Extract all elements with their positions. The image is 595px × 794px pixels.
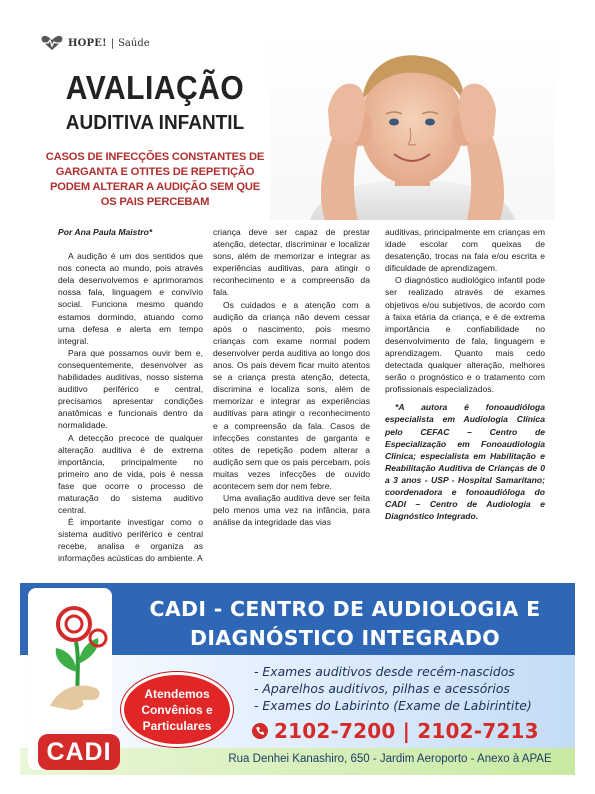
badge-line: Convênios e <box>141 702 213 717</box>
article-paragraph: criança deve ser capaz de prestar atenção, detectar, discriminar e localizar sons, além de memorizar e integrar as experiências auditivas, para atingir o reconhecimento e a compreensão da fala. <box>213 227 370 298</box>
cadi-advertisement <box>20 583 575 775</box>
article-paragraph: A audição é um dos sentidos que nos conecta ao mundo, pois através dela desenvolvemos e aprimoramos nossa fala, linguagem e convívio social. Funciona mesmo quando estamos dormindo, atuando como uma defesa e alerta em tempo integral. <box>58 251 203 346</box>
article-column-1 <box>58 226 203 565</box>
service-item: - Exames auditivos desde recém-nascidos <box>254 664 515 679</box>
header-separator: | <box>110 37 115 49</box>
cadi-logo <box>28 588 112 770</box>
article-paragraph: auditivas, principalmente em crianças em idade escolar com queixas de desatenção, trocas na fala e/ou escrita e dificuldade de aprendizagem. <box>385 227 545 274</box>
badge-line: Atendemos <box>144 686 210 701</box>
article-subtitle: CASOS DE INFECÇÕES CONSTANTES DE GARGANTA E OTITES DE REPETIÇÃO PODEM ALTERAR A AUDIÇÃO SEM QUE OS PAIS PERCEBAM <box>45 151 265 208</box>
ad-address: Rua Denhei Kanashiro, 650 - Jardim Aeroporto - Anexo à APAE <box>228 753 552 765</box>
article-paragraph: Para que possamos ouvir bem e, consequentemente, desenvolver as habilidades auditivas, nosso sistema auditivo periférico e central, precisamos apresentar condições anatômicas e funcionais dentro da normalidade. <box>58 347 203 431</box>
article-paragraph: Uma avaliação auditiva deve ser feita pelo menos uma vez na infância, para análise da integridade das vias <box>213 493 370 528</box>
article-column-2 <box>213 226 370 528</box>
service-item: - Aparelhos auditivos, pilhas e acessórios <box>254 681 510 696</box>
article-paragraph: É importante investigar como o sistema auditivo periférico e central recebe, analisa e organiza as informações acústicas do ambiente. A <box>58 517 203 564</box>
phone-icon <box>252 723 268 739</box>
cadi-logo-text: CADI <box>38 734 120 770</box>
services-list <box>254 663 574 714</box>
section-name: Saúde <box>118 37 150 49</box>
article-paragraph: Os cuidados e a atenção com a audição da criança não devem cessar após o nascimento, pois mesmo crianças com exame normal podem desenvolver perda auditiva ao longo dos anos. Os pais devem ficar muito atentos se a criança presta atenção, detecta, discrimina e localiza sons, além de memorizar e integrar as experiências auditivas para atingir o reconhecimento e a compreensão da fala. Casos de infecções constantes de garganta e otites de repetição podem alterar a audição sem que os pais percebam, pois muitas vezes infecções de ouvido acontecem sem dor nem febre. <box>213 299 370 491</box>
badge-line: Particulares <box>142 718 212 733</box>
article-title: AVALIAÇÃO <box>65 70 245 107</box>
ad-title: CADI - CENTRO DE AUDIOLOGIA E DIAGNÓSTICO INTEGRADO <box>149 597 541 650</box>
article-title-sub: AUDITIVA INFANTIL <box>65 112 245 135</box>
magazine-brand: HOPE! <box>68 37 107 49</box>
flower-hand-icon <box>40 602 116 712</box>
phone-numbers-text: 2102-7200 | 2102-7213 <box>274 719 539 743</box>
convenios-badge <box>121 672 233 747</box>
article-paragraph: O diagnóstico audiológico infantil pode ser realizado através de exames objetivos e/ou subjetivos, de acordo com a faixa etária da criança, e é de extrema importância e confiabilidade no desenvolvimento de fala, linguagem e aprendizagem. Quanto mais cedo detectada qualquer alteração, melhores serão o prognóstico e o tratamento com profissionais especializados. <box>385 275 545 395</box>
heartbeat-icon <box>40 35 64 51</box>
article-author: Por Ana Paula Maistro* <box>58 227 153 237</box>
magazine-header <box>40 36 150 50</box>
child-listening-photo <box>270 40 555 220</box>
author-note: *A autora é fonoaudióloga especialista em Audiologia Clínica pelo CEFAC – Centro de Especialização em Fonoaudiologia Clínica; especialista em Habilitação e Reabilitação Auditiva de Crianças de 0 a 3 anos - USP - Hospital Samaritano; coordenadora e fonoaudióloga do CADI – Centro de Audiologia e Diagnóstico Integrado. <box>385 402 545 522</box>
service-item: - Exames do Labirinto (Exame de Labirintite) <box>254 698 532 713</box>
phone-numbers <box>252 719 539 743</box>
article-column-3 <box>385 226 545 522</box>
article-paragraph: A detecção precoce de qualquer alteração auditiva é de extrema importância, principalmente no primeiro ano de vida, pois é nessa fase que ocorre o processo de maturação do sistema auditivo central. <box>58 432 203 516</box>
